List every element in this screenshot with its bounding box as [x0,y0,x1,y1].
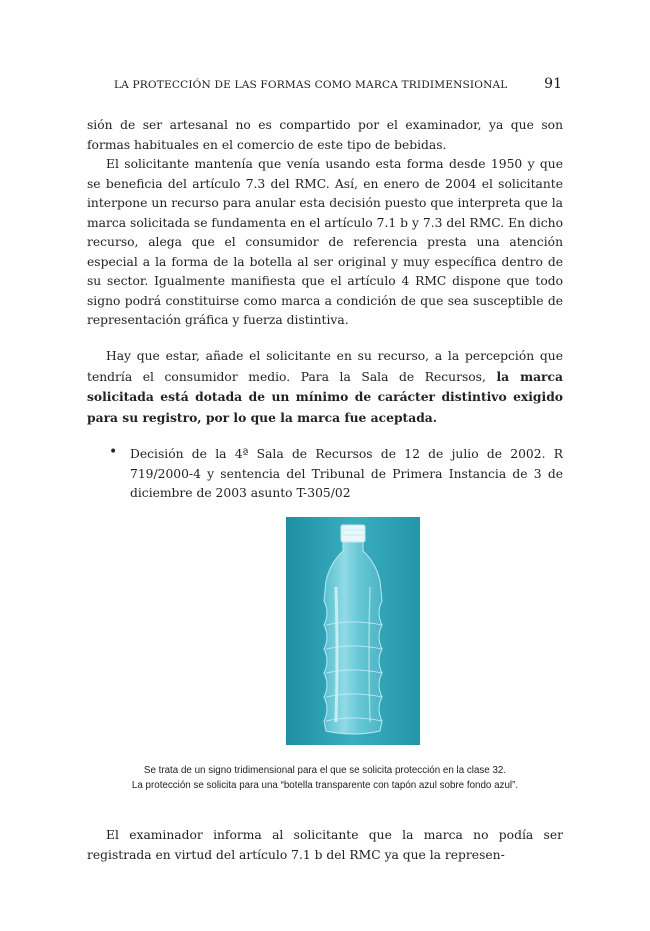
bottle-illustration [286,517,420,745]
paragraph-3-text: Hay que estar, añade el solicitante en su recurso, a la percepción que tendría el consumidor medio. Para la Sala de Recursos, [87,349,563,384]
running-title: LA PROTECCIÓN DE LAS FORMAS COMO MARCA TRIDIMENSIONAL [114,79,508,91]
paragraph-3 [87,347,563,428]
bullet-marker: • [109,444,118,460]
paragraph-4: El examinador informa al solicitante que la marca no podía ser registrada en virtud del artículo 7.1 b del RMC ya que la represen- [87,828,563,862]
paragraph-2: El solicitante mantenía que venía usando esta forma desde 1950 y que se beneficia del artículo 7.3 del RMC. Así, en enero de 2004 el solicitante interpone un recurso para anular esta decisión puesto que interpreta que la marca solicitada se fundamenta en el artículo 7.1 b y 7.3 del RMC. En dicho recurso, alega que el consumidor de referencia presta una atención especial a la forma de la botella al ser original y muy específica dentro de su sector. Igualmente manifiesta que el artículo 4 RMC dispone que todo signo podrá constituirse como marca a condición de que sea susceptible de representación gráfica y fuerza distintiva. [87,157,563,327]
paragraph-3-bold-text: la marca solicitada está dotada de un mínimo de carácter distintivo exigido para su registro, por lo que la marca fue aceptada. [87,368,563,425]
figure-caption-line-2: La protección se solicita para una “botella transparente con tapón azul sobre fondo azul”. [131,780,519,791]
paragraph-1: sión de ser artesanal no es compartido por el examinador, ya que son formas habituales en el comercio de este tipo de bebidas. [87,118,563,152]
bullet-item-text: Decisión de la 4ª Sala de Recursos de 12 de julio de 2002. R 719/2000-4 y sentencia del Tribunal de Primera Instancia de 3 de diciembre de 2003 asunto T-305/02 [130,447,563,500]
page-header [104,76,564,94]
figure-caption-line-1: Se trata de un signo tridimensional para el que se solicita protección en la clase 32. [143,765,507,776]
bottle-photo [286,517,420,745]
page-number: 91 [544,76,562,92]
